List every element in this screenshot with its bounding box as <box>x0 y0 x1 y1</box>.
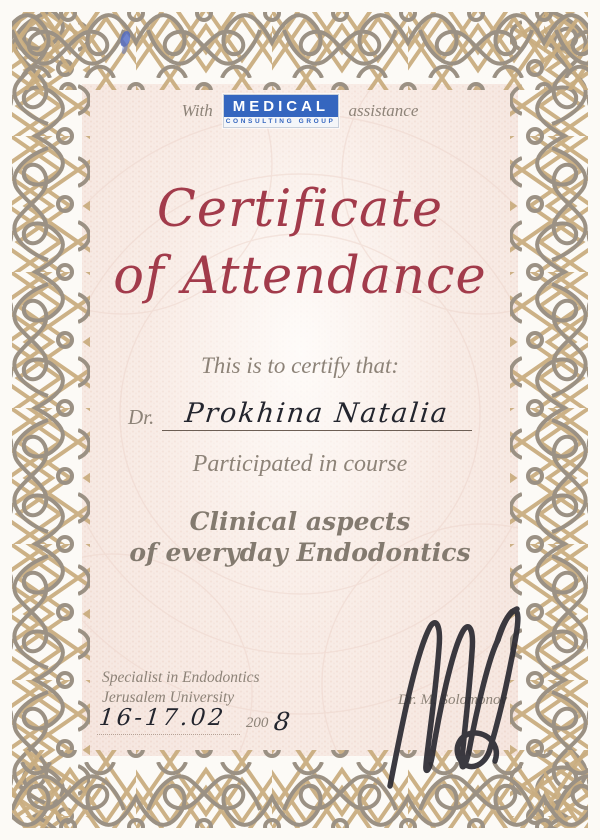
recipient-name-handwritten: Prokhina Natalia <box>183 398 451 429</box>
year-printed: 200 <box>245 715 269 732</box>
date-row <box>97 706 292 735</box>
issuer-institution: Jerusalem University <box>102 688 235 706</box>
date-line <box>97 706 240 735</box>
year-suffix <box>274 708 292 736</box>
logo-subtitle: CONSULTING GROUP <box>225 118 336 125</box>
header-row <box>0 94 600 128</box>
date-handwritten: 16-17.02 <box>97 705 228 731</box>
issuer-block <box>102 668 260 708</box>
course-line1: Clinical aspects <box>189 507 411 536</box>
header-suffix: assistance <box>348 101 419 121</box>
certificate-title <box>0 176 600 311</box>
course-title <box>0 506 600 569</box>
title-line2: of Attendance <box>113 247 487 307</box>
year-suffix-handwritten: 8 <box>272 706 294 736</box>
participation-line: Participated in course <box>192 451 408 477</box>
header-prefix: With <box>181 101 213 121</box>
signer-name: Dr. M. Solomonov <box>398 692 508 708</box>
title-line1: Certificate <box>156 180 444 239</box>
honorific: Dr. <box>128 404 155 429</box>
recipient-name-line <box>162 399 472 431</box>
certify-line: This is to certify that: <box>200 353 400 378</box>
recipient-row <box>128 399 472 431</box>
medical-consulting-group-logo <box>223 94 339 128</box>
issuer-specialty: Specialist in Endodontics <box>102 669 260 686</box>
course-line2: of everyday Endodontics <box>129 538 471 568</box>
logo-name: MEDICAL <box>224 95 338 117</box>
